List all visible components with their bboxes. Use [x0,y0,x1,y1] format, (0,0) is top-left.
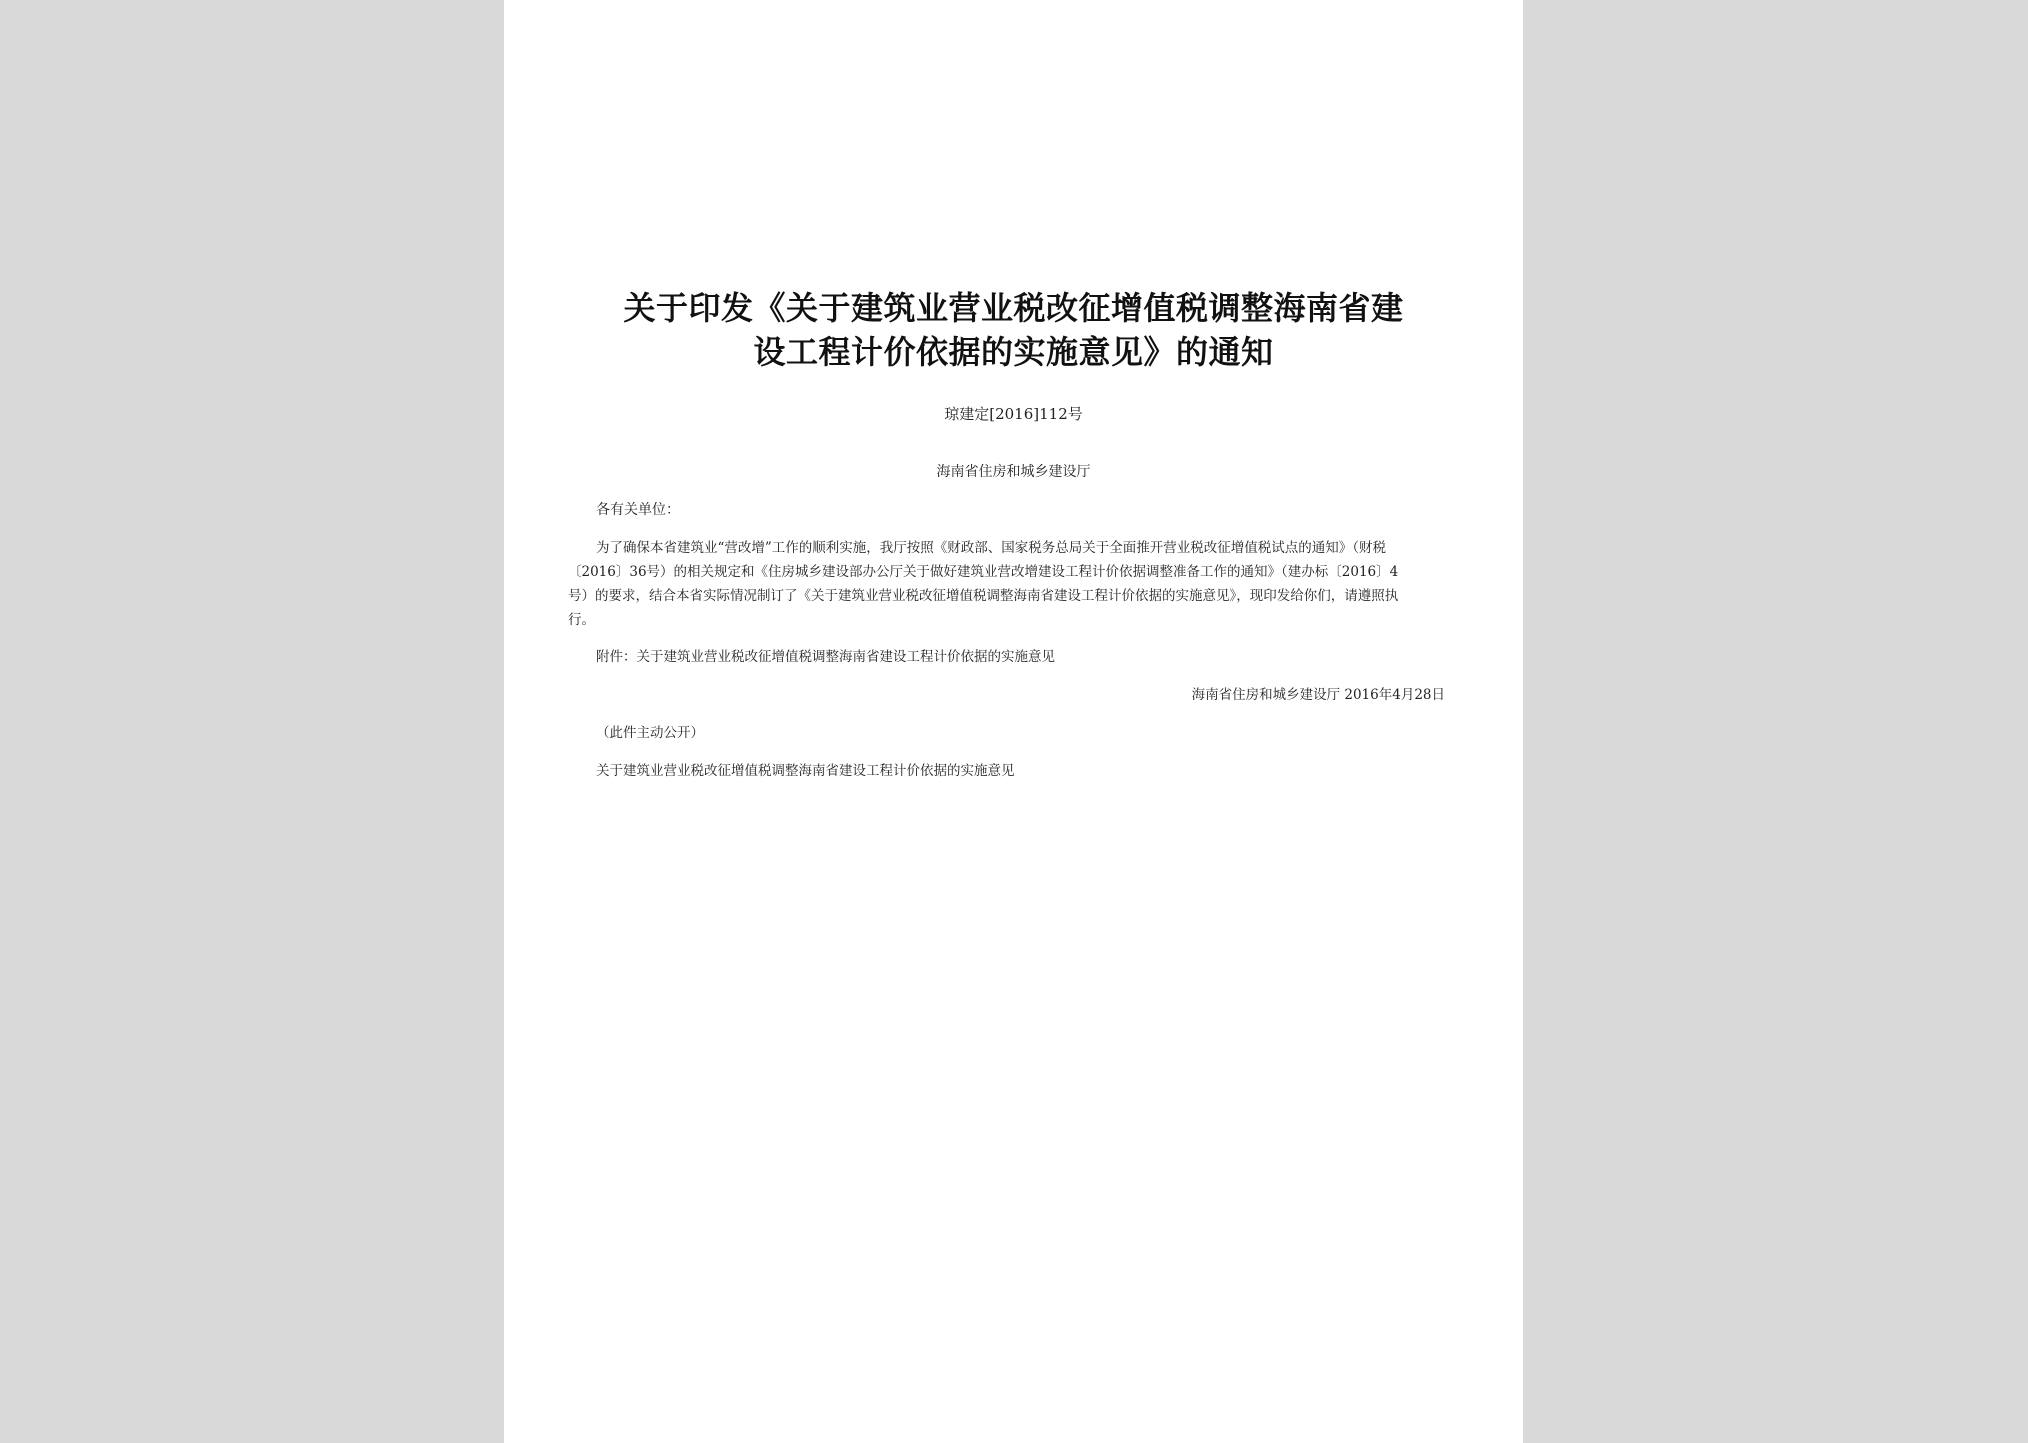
document-title [544,286,1483,374]
document-page [504,0,1523,1443]
body-line: 〔2016〕36号）的相关规定和《住房城乡建设部办公厅关于做好建筑业营改增建设工程计价依据调整准备工作的通知》（建办标〔2016〕4 [568,564,1399,580]
document-number: 琼建定[2016]112号 [944,405,1083,423]
attachment-link[interactable]: 关于建筑业营业税改征增值税调整海南省建设工程计价依据的实施意见 [596,763,1015,779]
title-line-1: 关于印发《关于建筑业营业税改征增值税调整海南省建 [623,289,1404,327]
attachment-note: 附件：关于建筑业营业税改征增值税调整海南省建设工程计价依据的实施意见 [596,649,1055,665]
public-disclosure-note: （此件主动公开） [596,725,704,741]
body-line: 号）的要求，结合本省实际情况制订了《关于建筑业营业税改征增值税调整海南省建设工程计价依据的实施意见》，现印发给你们，请遵照执 [568,588,1399,604]
body-line: 行。 [568,612,595,628]
body-line: 为了确保本省建筑业“营改增”工作的顺利实施，我厅按照《财政部、国家税务总局关于全面推开营业税改征增值税试点的通知》（财税 [596,540,1387,556]
title-line-2: 设工程计价依据的实施意见》的通知 [753,333,1274,371]
issuing-authority: 海南省住房和城乡建设厅 [936,464,1091,480]
salutation: 各有关单位： [596,502,680,518]
signature-date: 海南省住房和城乡建设厅 2016年4月28日 [1191,687,1445,703]
body-paragraph [568,536,1462,632]
